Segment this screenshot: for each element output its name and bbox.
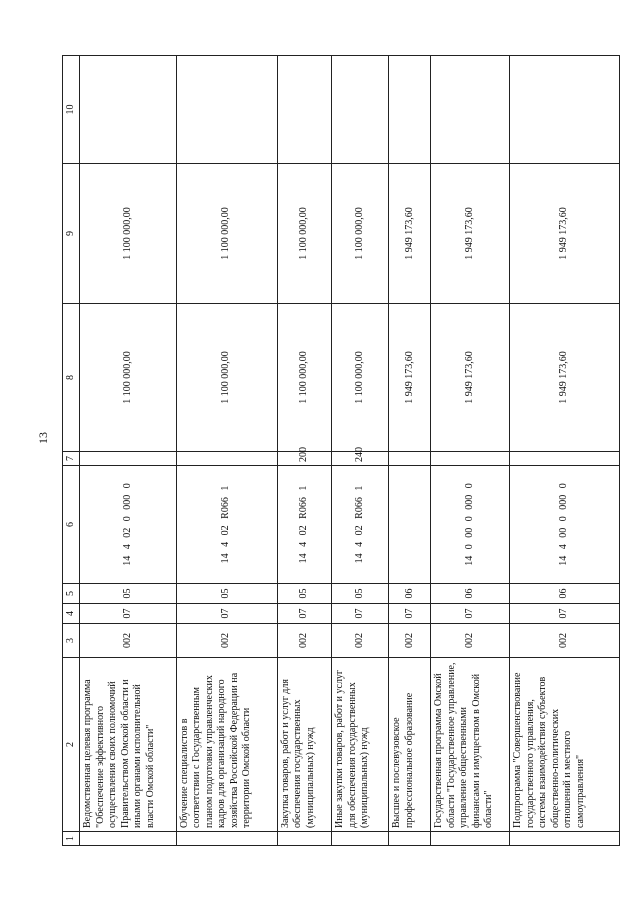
column-number-row [63, 56, 80, 846]
subsection-code-cell: 05 [332, 584, 389, 604]
amount-cell: 1 949 173,60 [431, 164, 510, 304]
column-header: 3 [63, 624, 80, 658]
column-header: 9 [63, 164, 80, 304]
table-row [277, 56, 332, 846]
ministry-code-cell: 002 [277, 624, 332, 658]
ministry-code-cell: 002 [80, 624, 177, 658]
section-code-cell: 07 [332, 604, 389, 624]
amount-cell [510, 56, 620, 164]
section-code-cell: 07 [431, 604, 510, 624]
amount-cell: 1 100 000,00 [80, 164, 177, 304]
expense-type-cell [80, 452, 177, 466]
ministry-code-cell: 002 [389, 624, 431, 658]
subsection-code-cell: 05 [80, 584, 177, 604]
expense-type-cell [176, 452, 277, 466]
table-row [176, 56, 277, 846]
table-row [431, 56, 510, 846]
column-header: 2 [63, 658, 80, 832]
expense-type-cell: 200 [277, 452, 332, 466]
item-name-cell: Подпрограмма "Совершенствование государственного управления, системы взаимодействия субъектов общественно-политических отношений и местного самоуправления" [510, 658, 620, 832]
ministry-code-cell: 002 [431, 624, 510, 658]
amount-cell: 1 949 173,60 [510, 304, 620, 452]
section-code-cell: 07 [80, 604, 177, 624]
target-article-cell: 14 4 00 0 000 0 [510, 466, 620, 584]
column-header: 5 [63, 584, 80, 604]
expense-type-cell [510, 452, 620, 466]
row-number-cell [510, 832, 620, 846]
item-name-cell: Ведомственная целевая программа "Обеспечение эффективного осуществления своих полномочий Правительством Омской области и иными органами исполнительной власти Омской области" [80, 658, 177, 832]
budget-table [62, 55, 620, 846]
amount-cell [389, 56, 431, 164]
column-header: 6 [63, 466, 80, 584]
row-number-cell [176, 832, 277, 846]
column-header: 8 [63, 304, 80, 452]
table-row [80, 56, 177, 846]
amount-cell: 1 949 173,60 [510, 164, 620, 304]
amount-cell: 1 949 173,60 [389, 164, 431, 304]
target-article-cell: 14 0 00 0 000 0 [431, 466, 510, 584]
amount-cell: 1 100 000,00 [277, 304, 332, 452]
amount-cell [176, 56, 277, 164]
section-code-cell: 07 [510, 604, 620, 624]
target-article-cell: 14 4 02 0 000 0 [80, 466, 177, 584]
section-code-cell: 07 [389, 604, 431, 624]
amount-cell [332, 56, 389, 164]
row-number-cell [80, 832, 177, 846]
amount-cell: 1 949 173,60 [431, 304, 510, 452]
section-code-cell: 07 [277, 604, 332, 624]
subsection-code-cell: 06 [389, 584, 431, 604]
amount-cell: 1 100 000,00 [176, 164, 277, 304]
column-header: 10 [63, 56, 80, 164]
row-number-cell [389, 832, 431, 846]
row-number-cell [277, 832, 332, 846]
section-code-cell: 07 [176, 604, 277, 624]
item-name-cell: Государственная программа Омской области "Государственное управление, управление общественными финансами и имуществом в Омской области" [431, 658, 510, 832]
item-name-cell: Закупка товаров, работ и услуг для обеспечения государственных (муниципальных) нужд [277, 658, 332, 832]
table-row [510, 56, 620, 846]
item-name-cell: Обучение специалистов в соответствии с Государственным планом подготовки управленческих кадров для организаций народного хозяйства Российской Федерации на территории Омской области [176, 658, 277, 832]
target-article-cell: 14 4 02 R066 1 [332, 466, 389, 584]
amount-cell: 1 100 000,00 [176, 304, 277, 452]
amount-cell: 1 100 000,00 [80, 304, 177, 452]
amount-cell [277, 56, 332, 164]
item-name-cell: Иные закупки товаров, работ и услуг для обеспечения государственных (муниципальных) нужд [332, 658, 389, 832]
ministry-code-cell: 002 [510, 624, 620, 658]
target-article-cell [389, 466, 431, 584]
expense-type-cell [389, 452, 431, 466]
table-row [332, 56, 389, 846]
amount-cell: 1 949 173,60 [389, 304, 431, 452]
expense-type-cell [431, 452, 510, 466]
subsection-code-cell: 06 [510, 584, 620, 604]
column-header: 4 [63, 604, 80, 624]
subsection-code-cell: 05 [277, 584, 332, 604]
item-name-cell: Высшее и послевузовское профессиональное образование [389, 658, 431, 832]
page-number: 13 [36, 432, 50, 444]
expense-type-cell: 240 [332, 452, 389, 466]
rotated-table-wrapper [62, 56, 620, 846]
amount-cell: 1 100 000,00 [332, 304, 389, 452]
row-number-cell [332, 832, 389, 846]
ministry-code-cell: 002 [332, 624, 389, 658]
column-header: 1 [63, 832, 80, 846]
target-article-cell: 14 4 02 R066 1 [176, 466, 277, 584]
target-article-cell: 14 4 02 R066 1 [277, 466, 332, 584]
row-number-cell [431, 832, 510, 846]
amount-cell [80, 56, 177, 164]
ministry-code-cell: 002 [176, 624, 277, 658]
amount-cell: 1 100 000,00 [332, 164, 389, 304]
amount-cell [431, 56, 510, 164]
subsection-code-cell: 06 [431, 584, 510, 604]
column-header: 7 [63, 452, 80, 466]
amount-cell: 1 100 000,00 [277, 164, 332, 304]
subsection-code-cell: 05 [176, 584, 277, 604]
table-row [389, 56, 431, 846]
